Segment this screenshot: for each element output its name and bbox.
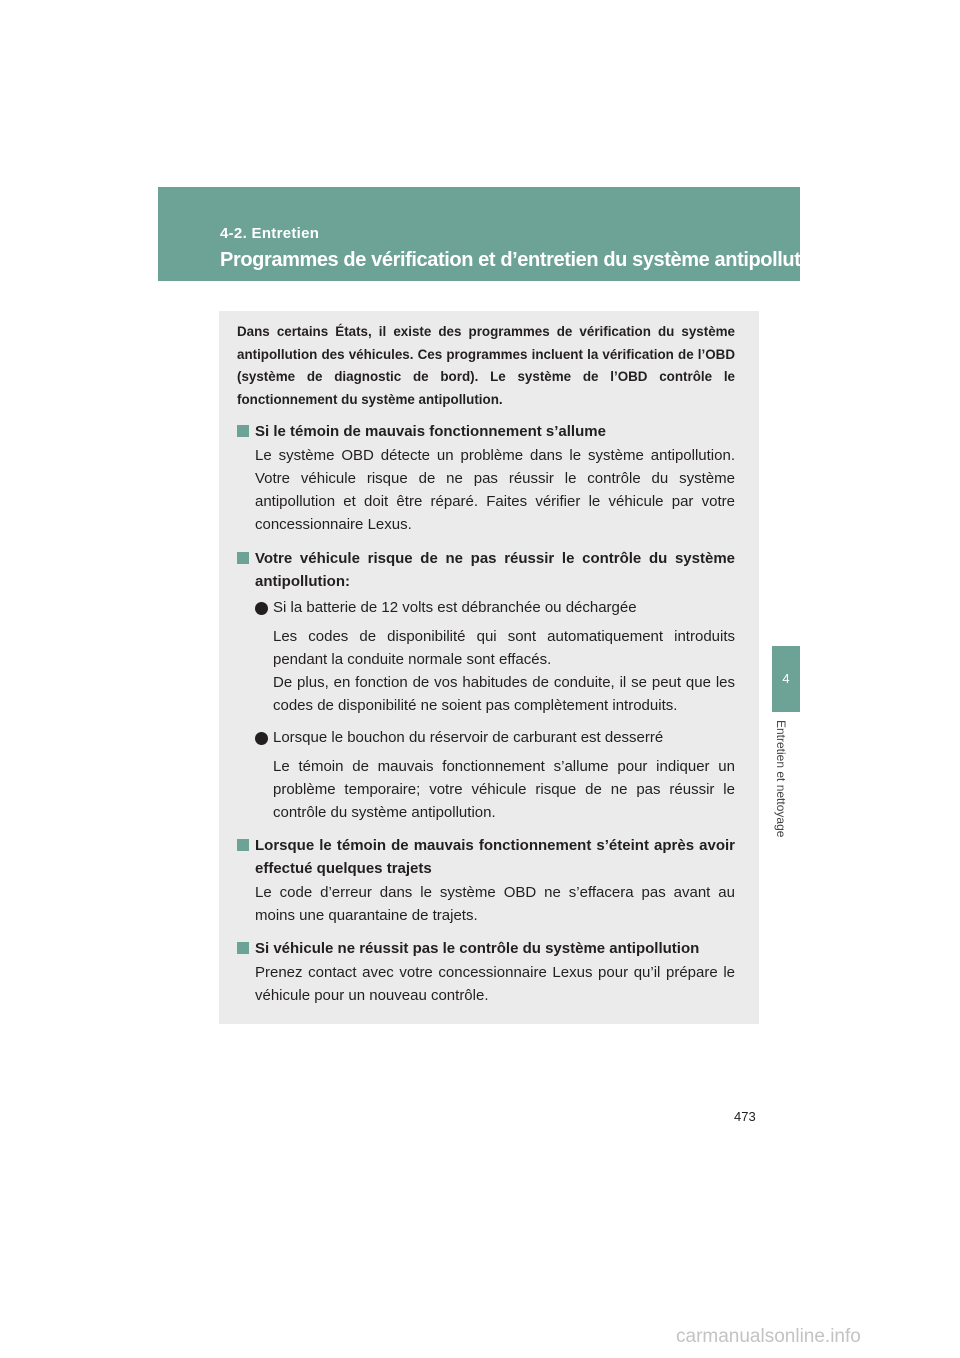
section-heading bbox=[237, 420, 735, 443]
section-heading-text: Votre véhicule risque de ne pas réussir le contrôle du système antipollution: bbox=[255, 549, 735, 590]
section-light-turns-off bbox=[237, 834, 735, 928]
content-box bbox=[219, 311, 759, 1024]
section-heading bbox=[237, 834, 735, 880]
bullet-body-line: Les codes de disponibilité qui sont automatiquement introduits pendant la conduite normale sont effacés. bbox=[273, 628, 735, 669]
section-may-fail-inspection bbox=[237, 547, 735, 825]
section-body: Le système OBD détecte un problème dans le système antipollution. Votre véhicule risque de ne pas réussir le contrôle du système antipollution et doit être réparé. Faites vérifier le véhicule par votre concessionnaire Lexus. bbox=[255, 447, 735, 533]
section-fails-inspection bbox=[237, 937, 735, 1008]
intro-paragraph: Dans certains États, il existe des programmes de vérification du système antipollution des véhicules. Ces programmes incluent la vérification de l’OBD (système de diagnostic de bord). Le système de l’OBD contrôle le fonctionnement du système antipollution. bbox=[237, 324, 735, 407]
page-title: Programmes de vérification et d’entretien du système antipollution bbox=[220, 249, 830, 271]
page-number: 473 bbox=[734, 1109, 756, 1124]
section-body: Prenez contact avec votre concessionnaire Lexus pour qu’il prépare le véhicule pour un nouveau contrôle. bbox=[255, 964, 735, 1005]
section-heading bbox=[237, 547, 735, 593]
section-body: Le code d’erreur dans le système OBD ne s’effacera pas avant au moins une quarantaine de trajets. bbox=[255, 883, 735, 924]
bullet-label: Si la batterie de 12 volts est débranchée ou déchargée bbox=[273, 598, 637, 616]
bullet-body: Le témoin de mauvais fonctionnement s’allume pour indiquer un problème temporaire; votre véhicule risque de ne pas réussir le contrôle du système antipollution. bbox=[273, 758, 735, 821]
chapter-tab[interactable]: 4 bbox=[772, 646, 800, 712]
bullet-body bbox=[237, 626, 735, 717]
section-heading bbox=[237, 937, 735, 960]
round-bullet-icon bbox=[255, 732, 268, 745]
square-bullet-icon bbox=[237, 942, 249, 954]
bullet-item bbox=[237, 727, 735, 750]
square-bullet-icon bbox=[237, 425, 249, 437]
square-bullet-icon bbox=[237, 839, 249, 851]
round-bullet-icon bbox=[255, 602, 268, 615]
bullet-item bbox=[237, 597, 735, 620]
section-malfunction-light-on bbox=[237, 420, 735, 536]
chapter-name: Entretien et nettoyage bbox=[774, 720, 788, 838]
content-inner bbox=[237, 321, 735, 1018]
section-heading-text: Lorsque le témoin de mauvais fonctionnement s’éteint après avoir effectué quelques trajets bbox=[255, 836, 735, 877]
section-heading-text: Si véhicule ne réussit pas le contrôle du système antipollution bbox=[255, 940, 700, 958]
bullet-label: Lorsque le bouchon du réservoir de carburant est desserré bbox=[273, 728, 664, 746]
section-heading-text: Si le témoin de mauvais fonctionnement s’allume bbox=[255, 423, 606, 441]
watermark: carmanualsonline.info bbox=[676, 1326, 861, 1347]
section-label: 4-2. Entretien bbox=[220, 225, 320, 242]
bullet-body-line: De plus, en fonction de vos habitudes de conduite, il se peut que les codes de disponibilité ne soient pas complètement introduits. bbox=[273, 673, 735, 714]
square-bullet-icon bbox=[237, 552, 249, 564]
